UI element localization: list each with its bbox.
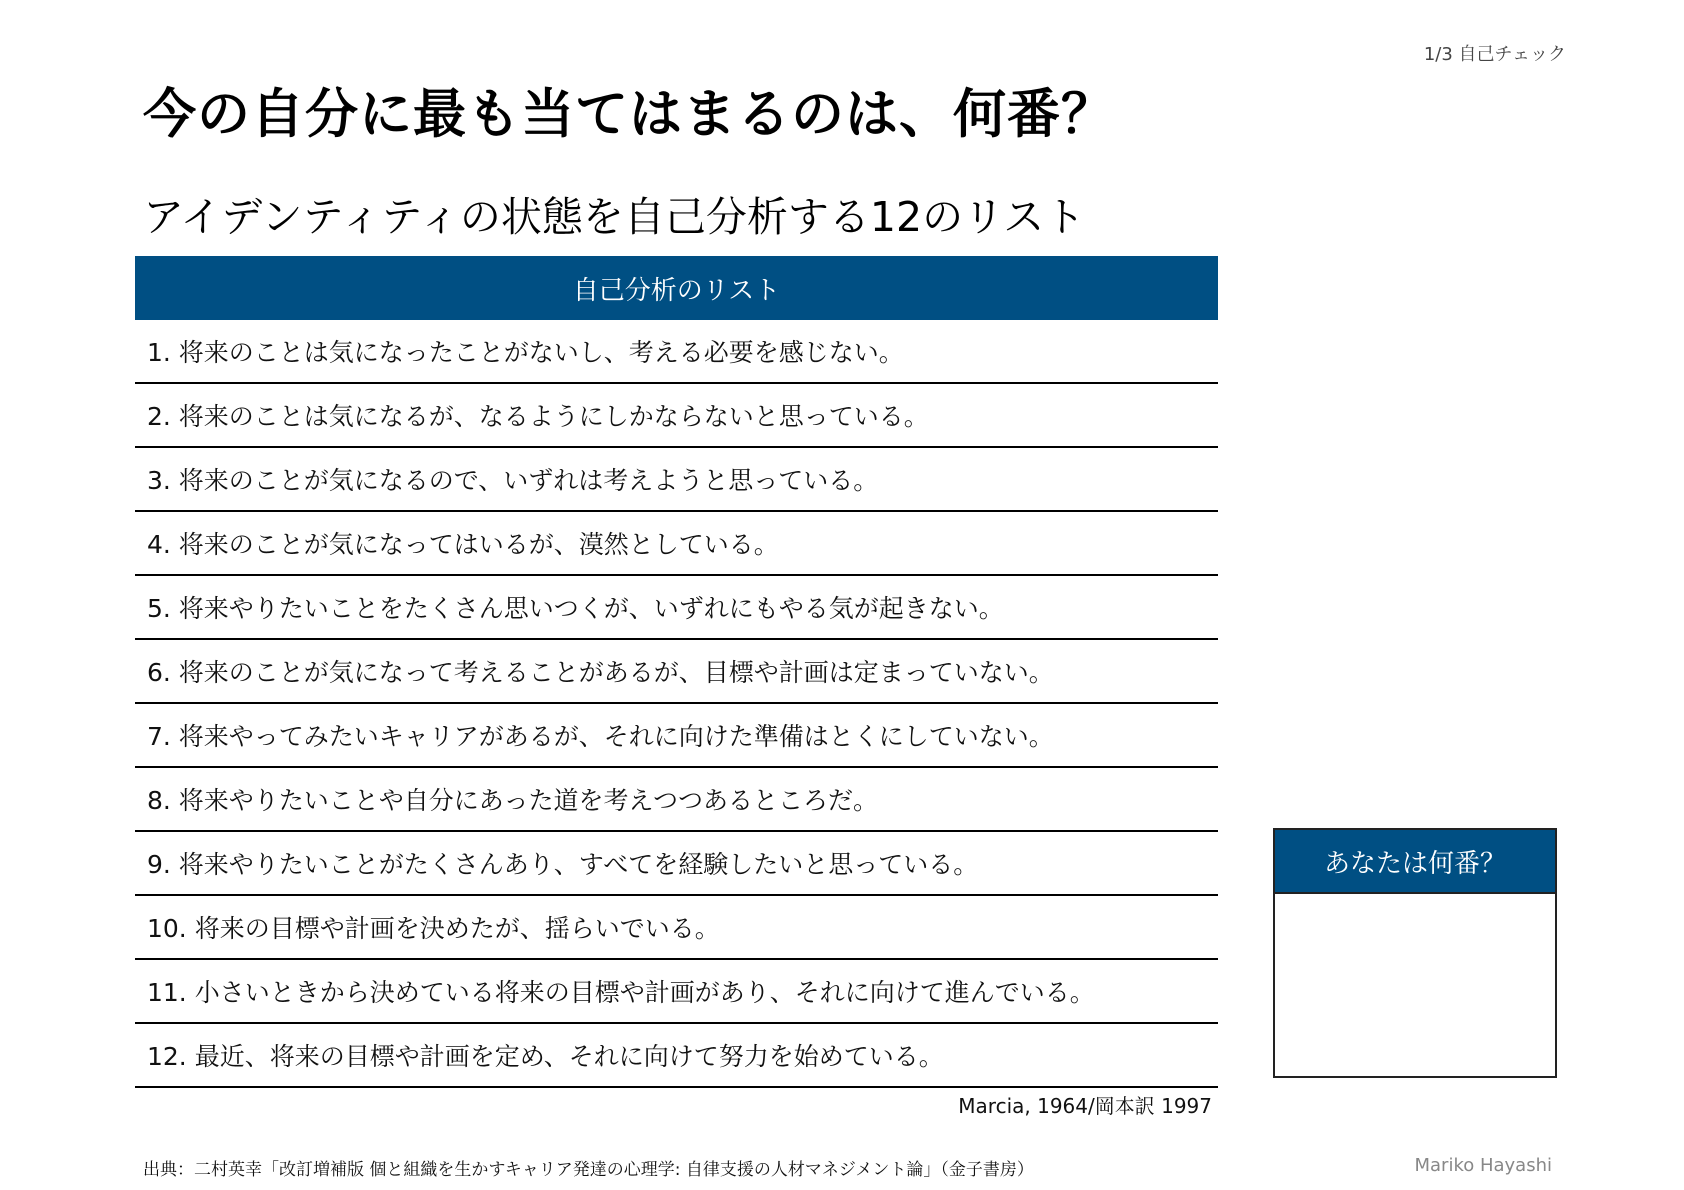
- author-name: Mariko Hayashi: [1414, 1155, 1552, 1176]
- answer-box: [1273, 828, 1557, 1078]
- answer-box-body: [1275, 892, 1555, 1074]
- list-item-2: 2. 将来のことは気になるが、なるようにしかならないと思っている。: [135, 384, 1218, 448]
- list-item-11: 11. 小さいときから決めている将来の目標や計画があり、それに向けて進んでいる。: [135, 960, 1218, 1024]
- answer-box-header: あなたは何番？: [1275, 830, 1555, 892]
- page-subtitle: アイデンティティの状態を自己分析する12のリスト: [143, 193, 1086, 241]
- citation: Marcia, 1964/岡本訳 1997: [958, 1094, 1212, 1118]
- list-item-7: 7. 将来やってみたいキャリアがあるが、それに向けた準備はとくにしていない。: [135, 704, 1218, 768]
- list-item-5: 5. 将来やりたいことをたくさん思いつくが、いずれにもやる気が起きない。: [135, 576, 1218, 640]
- page-label: 1/3 自己チェック: [1423, 44, 1566, 65]
- list-item-4: 4. 将来のことが気になってはいるが、漠然としている。: [135, 512, 1218, 576]
- self-analysis-list: [135, 256, 1218, 1088]
- page-title: 今の自分に最も当てはまるのは、何番？: [143, 84, 1115, 145]
- list-item-1: 1. 将来のことは気になったことがないし、考える必要を感じない。: [135, 320, 1218, 384]
- list-header: 自己分析のリスト: [135, 256, 1218, 320]
- list-item-8: 8. 将来やりたいことや自分にあった道を考えつつあるところだ。: [135, 768, 1218, 832]
- list-item-10: 10. 将来の目標や計画を決めたが、揺らいでいる。: [135, 896, 1218, 960]
- list-item-12: 12. 最近、将来の目標や計画を定め、それに向けて努力を始めている。: [135, 1024, 1218, 1088]
- source-note: 出典：二村英幸「改訂増補版 個と組織を生かすキャリア発達の心理学: 自律支援の人材マネジメント論」（金子書房）: [143, 1160, 1034, 1180]
- list-item-9: 9. 将来やりたいことがたくさんあり、すべてを経験したいと思っている。: [135, 832, 1218, 896]
- list-item-6: 6. 将来のことが気になって考えることがあるが、目標や計画は定まっていない。: [135, 640, 1218, 704]
- list-item-3: 3. 将来のことが気になるので、いずれは考えようと思っている。: [135, 448, 1218, 512]
